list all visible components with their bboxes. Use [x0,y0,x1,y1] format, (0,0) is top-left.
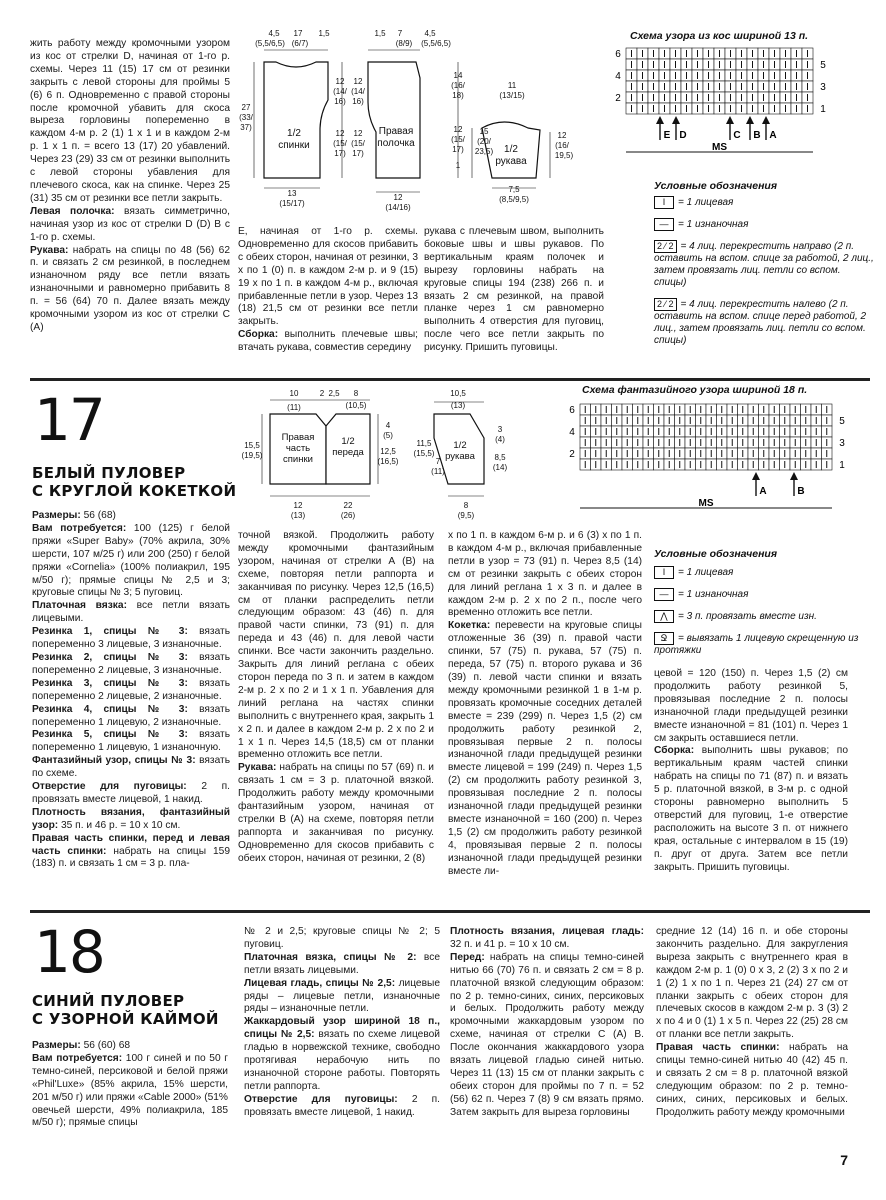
svg-text:12: 12 [453,125,463,134]
legend-row [654,298,874,347]
svg-text:1,5: 1,5 [374,29,386,38]
paragraph-heading: Размеры: [32,510,81,521]
svg-text:(8,5/9,5): (8,5/9,5) [499,195,529,204]
paragraph [656,926,848,1042]
paragraph-text: 2 п. провязать вместе лицевой, 1 накид. [244,1093,440,1118]
s16-col2 [238,226,418,355]
svg-text:19,5): 19,5) [554,151,574,160]
paragraph [238,762,434,865]
paragraph [244,978,440,1017]
svg-text:37): 37) [240,123,252,132]
chart-row-label: 5 [839,416,845,427]
paragraph-heading: Лицевая гладь, спицы № 2,5: [244,977,396,989]
paragraph-heading: Сборка: [654,745,695,757]
svg-text:(16/: (16/ [451,81,465,90]
chart-arrow-head [746,116,754,124]
chart-arrow-head [762,116,770,124]
s18-col4 [656,926,848,1120]
paragraph-heading: Плотность вязания, лицевая гладь: [450,926,644,937]
legend-text: = 1 лицевая [678,567,734,578]
paragraph-text: х по 1 п. в каждом 6-м р. и 6 (3) х по 1 п. в каждом 4-м р., включая прибавленные петли в узор = 73 (91) п. Через 8,5 (14) см от резинки закрыть с обеих сторон для линий реглана 1 х 3 п. и далее в каждом 2-м р. 2 х по 2 п., после чего временно отложить все петли. [448,530,642,619]
svg-text:(14/16): (14/16) [385,203,411,212]
paragraph-heading: Платочная вязка: [32,600,127,612]
legend-row [654,588,874,601]
paragraph [32,626,230,652]
svg-text:15,5: 15,5 [244,441,260,450]
paragraph [448,530,642,620]
s17-front-label-1: 1/2 [341,436,355,447]
paragraph-heading: Резинка 2, спицы № 3: [32,651,188,663]
svg-text:(19,5): (19,5) [241,451,263,460]
s17-chart [560,398,860,530]
svg-text:(20/: (20/ [477,137,491,146]
legend-text: = 4 лиц. перекрестить налево (2 п. оставить на вспом. спице перед работой, 2 лиц., затем провязать лиц. петли со вспом. спицы) [654,299,867,346]
chart-row-label: 1 [839,460,845,471]
paragraph [424,226,604,355]
paragraph [32,1040,228,1053]
svg-text:16): 16) [352,97,364,106]
legend-row [654,218,874,231]
s16-col1 [30,38,230,335]
paragraph-text: средние 12 (14) 16 п. и обе стороны закончить раздельно. Для закругления выреза закрыть с внутреннего края в каждом 2-м р. 1 (0) 0 х 3, 2 (2) 3 х по 2 и 1 (2) 1 х по 1 п. Через 21 (24) 27 см от планки закрыть с обеих сторон для плечевых скосов в каждом 2-м р. 3 (3) 2 х по 4 и 0 (1) 1 х 5 п. Через 22 (25) 28 см от планки все петли закрыть. [656,926,848,1041]
paragraph [32,600,230,626]
section-divider-2 [30,910,870,913]
section-divider-1 [30,378,870,381]
svg-text:2: 2 [319,389,325,398]
legend-row [654,566,874,579]
svg-text:17): 17) [334,149,346,158]
s17-front-label-2: переда [332,447,364,458]
s17-back-label-1: Правая [281,432,315,443]
paragraph-text: Е, начиная от 1-го р. схемы. Одновременно для скосов прибавить с обеих сторон, начиная от резинки, 3 х по 1 (0) п. в каждом 2-м р. и 9 (15) 19 х по 1 п. в каждом 4-м р., включая прибавленные петли в узор. Через 13 (18) 21,5 см от резинки все петли закрыть. [238,226,418,328]
legend-symbol: ⋀ [654,610,674,623]
paragraph [244,1094,440,1120]
chart-arrow-head [752,472,760,480]
legend-text: = 1 изнаночная [678,589,749,600]
svg-text:(11): (11) [287,403,301,412]
svg-text:(15/: (15/ [451,135,465,144]
paragraph-heading: Платочная вязка, спицы № 2: [244,951,417,963]
paragraph [32,729,230,755]
paragraph-text: набрать на спицы по 57 (69) п. и связать 1 см = 3 р. платочной вязкой. Продолжить работу между кромочными фантазийным узором, начиная от стрелки В (А) на схеме, повторяя петли раппорта и заканчивая по рисунку. Одновременно для скосов прибавить с обеих сторон, начиная от резинки, 2 (8) [238,762,434,864]
paragraph-text: 56 (60) 68 [80,1040,131,1051]
s17-col4 [654,668,848,875]
paragraph-text: точной вязкой. Продолжить работу между кромочными фантазийным узором, начиная от стрелки А (В) на схеме, повторяя петли раппорта и заканчивая по рисунку. Через 12,5 (16,5) см от планки распределить петли следующим образом: 43 (46) п. для правой части спинки, 73 (91) п. для переда и 43 (46) п. для левой части спинки. Все части закончить раздельно. Закрыть для линий реглана с обеих сторон передa по 3 п. и затем в каждом 2-м р. 2 х по 2 и 1 х 1 п. Убавления для линий реглана на частях спинки выполнить с внутреннего края, закрыть 1 х 2 п. и далее в каждом 2-м р. 2 х по 2 и 1 х 1 п. Через 14,5 (18,5) см от планки временно отложить все петли. [238,530,434,761]
svg-text:16): 16) [334,97,346,106]
paragraph [32,755,230,781]
legend-symbol: I [654,196,674,209]
svg-text:(8/9): (8/9) [395,39,413,48]
svg-text:(9,5): (9,5) [457,511,475,520]
paragraph-text: 35 п. и 46 р. = 10 х 10 см. [58,819,181,831]
svg-text:(5,5/6,5): (5,5/6,5) [421,39,451,48]
svg-text:17): 17) [352,149,364,158]
s18-col2 [244,926,440,1120]
paragraph [32,510,230,523]
svg-text:(4): (4) [495,435,505,444]
s16-chart [610,44,860,174]
chart-row-label: 2 [569,449,575,460]
paragraph [30,245,230,335]
svg-text:1,5: 1,5 [318,29,330,38]
paragraph-heading: Рукава: [30,244,69,256]
s16-back-label-2: спинки [278,140,310,151]
svg-text:12: 12 [393,193,403,202]
svg-text:(26): (26) [340,511,356,520]
paragraph-text: вязать симметрично, начиная узор из кос от стрелки D (D) B с 1-го р. схемы. [30,205,230,243]
s16-front-label-2: полочка [377,138,415,149]
paragraph [32,652,230,678]
legend-text: = 1 изнаночная [678,219,749,230]
s18-title-2: С УЗОРНОЙ КАЙМОЙ [32,1010,219,1028]
paragraph [238,329,418,355]
svg-text:1: 1 [455,161,461,170]
svg-text:8: 8 [463,501,469,510]
paragraph-text: вязать попеременно 1 лицевую, 2 изнаночные. [32,703,230,728]
legend-text: = вывязать 1 лицевую скрещенную из протяжки [654,633,859,656]
svg-text:8,5: 8,5 [494,453,506,462]
paragraph [32,678,230,704]
svg-text:7: 7 [397,29,403,38]
chart-row-label: 5 [820,60,826,71]
s16-sleeve-label-2: рукава [495,156,527,167]
paragraph-text: вязать попеременно 3 лицевые, 3 изнаночные. [32,626,230,651]
paragraph-text: цевой = 120 (150) п. Через 1,5 (2) см продолжить работу резинкой 5, провязывая последние 2 п. полосы изнаночной глади предыдущей резинки вместе изнаночной = 81 (101) п. Через 1 см закрыть оставшиеся петли. [654,668,848,744]
paragraph-text: все петли вязать лицевыми. [32,600,230,625]
paragraph-heading: Отверстие для пуговицы: [32,781,187,793]
paragraph-text: жить работу между кромочными узором из кос от стрелки D, начиная от 1-го р. схемы. Через 11 (15) 17 см от резинки закрыть с левой стороны для проймы 5 (6) 6 п. Одновременно с правой стороны после кромочной убавить для скоса выреза горловины попеременно в каждом 4-м р. 2 (1) 1 х 1 и в каждом 2-м р. 1 х 1 п. = всего 13 (17) 20 убавлений. Через 23 (29) 33 см от резинки выполнить с левой стороны убавления для плечевого скоса, как на спинке. Через 25 (31) 35 см от резинки все петли закрыть. [30,38,230,204]
chart-arrow-label: A [759,486,767,497]
paragraph [30,38,230,206]
svg-text:17: 17 [293,29,303,38]
paragraph-text: вязать попеременно 2 лицевые, 2 изнаночные. [32,677,230,702]
svg-text:12: 12 [335,129,345,138]
paragraph-text: все петли вязать лицевыми. [244,951,440,976]
paragraph [450,926,644,952]
chart-arrow-head [672,116,680,124]
paragraph [244,1016,440,1093]
legend-row [654,632,874,657]
svg-text:12: 12 [293,501,303,510]
svg-text:(6/7): (6/7) [291,39,309,48]
svg-text:7,5: 7,5 [508,185,520,194]
paragraph [32,781,230,807]
s17-legend-title: Условные обозначения [654,548,778,560]
s16-col3 [424,226,604,355]
svg-text:7: 7 [435,457,441,466]
svg-text:12: 12 [353,129,363,138]
svg-text:13: 13 [287,189,297,198]
chart-arrow-label: B [797,486,805,497]
paragraph [238,226,418,329]
paragraph [238,530,434,762]
paragraph-heading: Вам потребуется: [32,1052,123,1064]
svg-text:(15/: (15/ [351,139,365,148]
svg-text:3: 3 [497,425,503,434]
s16-chart-title: Схема узора из кос шириной 13 п. [630,30,809,42]
paragraph-text: лицевые ряды – лицевые петли, изнаночные ряды – изнаночные петли. [244,977,440,1015]
paragraph-heading: Правая часть спинки: [656,1042,780,1054]
chart-row-label: 4 [615,71,621,82]
paragraph [244,952,440,978]
legend-row [654,240,874,289]
s17-pattern-diagram [238,388,528,522]
paragraph-heading: Левая полочка: [30,205,115,217]
svg-text:27: 27 [241,103,251,112]
s17-title-2: С КРУГЛОЙ КОКЕТКОЙ [32,482,237,500]
paragraph-text: набрать на спицы по 48 (56) 62 п. и связать 2 см резинкой, в последнем изнаночном ряду все петли вязать изнаночными и равномерно прибавить 8 п. = 56 (64) 70 п. Далее вязать между кромочными узором из кос от стрелки С (А) [30,244,230,333]
svg-text:(16,5): (16,5) [377,457,399,466]
chart-ms-label: MS [712,142,727,153]
chart-arrow-label: D [679,130,687,141]
paragraph-heading: Резинка 4, спицы № 3: [32,703,188,715]
svg-text:2,5: 2,5 [328,389,340,398]
svg-text:(14/: (14/ [351,87,365,96]
svg-text:18): 18) [452,91,464,100]
svg-text:(5,5/6,5): (5,5/6,5) [255,39,285,48]
legend-symbol: I [654,566,674,579]
svg-text:15: 15 [479,127,489,136]
paragraph-heading: Резинка 1, спицы № 3: [32,626,188,638]
svg-text:(13): (13) [450,401,466,410]
s16-front-label-1: Правая [378,126,414,137]
chart-arrow-label: C [733,130,741,141]
s17-col3 [448,530,642,878]
svg-text:4: 4 [385,421,391,430]
paragraph-heading: Сборка: [238,329,279,341]
svg-text:12: 12 [353,77,363,86]
paragraph-text: набрать на спицы темно-синей нитью 66 (70) 76 п. и связать 2 см = 8 р. платочной вязкой следующим образом: по 2 р. темно-синих, синих, персиковых и белых. Продолжить работу между кромочными жаккардовым узором по схеме, начиная от стрелки С (А) В. После окончания жаккардового узора вязать лицевой гладью синей нитью. Через 11 (13) 15 см от планки закрыть с обеих сторон для проймы по 7 п. = 52 (56) 62 п. Через 7 (8) 9 см вязать прямо. Затем закрыть для выреза горловины [450,951,644,1118]
legend-text: = 1 лицевая [678,197,734,208]
s18-number: 18 [34,918,104,986]
chart-arrow-label: B [753,130,761,141]
legend-symbol: 2 ⁄ 2 [654,298,677,311]
svg-text:(13/15): (13/15) [499,91,525,100]
s18-col3 [450,926,644,1120]
paragraph [32,1053,228,1130]
svg-text:11: 11 [507,81,517,90]
paragraph [32,807,230,833]
svg-text:(33/: (33/ [239,113,253,122]
paragraph [654,668,848,745]
legend-row [654,610,874,623]
s16-legend-title: Условные обозначения [654,180,778,192]
paragraph-text: 100 г синей и по 50 г темно-синей, персиковой и белой пряжи «Phil'Luxe» (85% акрила, 15% шерсти, 201 м/50 г) или пряжи «Cable 2000» (51% овечьей шерсти, 49% полиакрила, 185 м/50 г); прямые спицы [32,1052,228,1129]
paragraph-heading: Жаккардовый узор шириной 18 п., спицы № 2,5: [244,1016,440,1041]
chart-row-label: 4 [569,427,575,438]
svg-text:14: 14 [453,71,463,80]
svg-text:12,5: 12,5 [380,447,396,456]
svg-text:(15,5): (15,5) [413,449,435,458]
legend-symbol: — [654,218,674,231]
paragraph-heading: Плотность вязания, фантазийный узор: [32,806,230,831]
paragraph-heading: Отверстие для пуговицы: [244,1093,398,1105]
paragraph-text: № 2 и 2,5; круговые спицы № 2; 5 пуговиц. [244,926,440,950]
svg-text:(14): (14) [492,463,508,472]
svg-text:(15/: (15/ [333,139,347,148]
s17-back-label-2: часть [285,443,311,454]
paragraph [32,523,230,600]
paragraph-heading: Фантазийный узор, спицы № 3: [32,755,196,767]
s17-col2 [238,530,434,866]
svg-text:8: 8 [353,389,359,398]
paragraph-text: вязать попеременно 1 лицевую, 1 изнаночную. [32,729,230,754]
chart-row-label: 6 [569,405,575,416]
svg-text:(11): (11) [431,467,445,476]
s17-chart-title: Схема фантазийного узора шириной 18 п. [582,384,808,396]
svg-text:(13): (13) [290,511,306,520]
chart-row-label: 3 [820,82,826,93]
s16-back-label-1: 1/2 [287,128,301,139]
paragraph-text: 32 п. и 41 р. = 10 х 10 см. [450,938,570,950]
paragraph-text: набрать на спицы 159 (183) п. и связать 1 см = 3 р. пла- [32,845,230,870]
legend-symbol: 2 ⁄ 2 [654,240,677,253]
svg-text:(5): (5) [383,431,393,440]
paragraph-heading: Резинка 3, спицы № 3: [32,677,188,689]
page-number: 7 [840,1152,848,1168]
legend-row [654,196,874,209]
chart-row-label: 2 [615,93,621,104]
paragraph-text: выполнить швы рукавов; по вертикальным краям частей спинки набрать на спицы по 71 (87) п. и вязать 5 р. платочной вязкой, в 3-м р. с одной стороны равномерно выполнить 5 отверстий для пуговиц, 1-е отверстие расположить на высоте 3 п. от нижнего края, остальные с интервалом в 15 (19) п. друг от друга. Затем все петли закрыть. Пришить пуговицы. [654,745,848,873]
paragraph [30,206,230,245]
s17-col1 [32,510,230,871]
paragraph-heading: Резинка 5, спицы № 3: [32,729,188,741]
s17-sleeve-label-1: 1/2 [453,440,467,451]
paragraph-text: вязать по схеме. [32,755,230,780]
chart-arrow-head [790,472,798,480]
paragraph [654,745,848,874]
paragraph-text: вязать по схеме лицевой гладью в норвежской технике, свободно протягивая нерабочую нить по изнаночной стороне работы. Повторять петли раппорта. [244,1029,440,1092]
paragraph-text: набрать на спицы темно-синей нитью 40 (42) 45 п. и связать 2 см = 8 р. платочной вязкой следующим образом: по 2 р. темно-синих, синих, персиковых и белых. Продолжить работу между кромочными [656,1042,848,1118]
legend-symbol: — [654,588,674,601]
svg-text:4,5: 4,5 [268,29,280,38]
chart-arrow-label: A [769,130,777,141]
paragraph [32,704,230,730]
legend-symbol: Ջ [654,632,674,645]
paragraph-heading: Перед: [450,951,485,963]
chart-arrow-label: E [663,130,671,141]
svg-text:(15/17): (15/17) [279,199,305,208]
chart-row-label: 6 [615,49,621,60]
s18-col1 [32,1040,228,1130]
svg-text:(16/: (16/ [555,141,569,150]
s17-back-label-3: спинки [283,454,313,465]
s16-pattern-diagram [236,28,606,214]
svg-text:(14/: (14/ [333,87,347,96]
chart-row-label: 1 [820,104,826,115]
paragraph-text: 56 (68) [80,510,116,521]
s17-number: 17 [34,386,104,454]
legend-text: = 4 лиц. перекрестить направо (2 п. оставить на вспом. спице за работой, 2 лиц., затем провязать лиц. петли со вспом. спицы) [654,241,874,288]
svg-text:10,5: 10,5 [450,389,466,398]
paragraph-text: перевести на круговые спицы отложенные 36 (39) п. правой части спинки, 57 (75) п. рукава, 57 (75) п. переда, 57 (75) п. второго рукава и 36 (39) п. левой части спинки и вязать между кромочными резинкой 1 в 1-м р. провязать кромочные соседних деталей вместе = 239 (299) п. Через 1,5 (2) см продолжить работу резинкой 2, провязывая первые 2 п. полосы изнаночной глади предыдущей резинки вместе лицевой = 199 (249) п. Через 1,5 (2) см продолжить работу резинкой 3, провязывая последние 2 п. полосы изнаночной глади предыдущей резинки вместе изнаночной = 160 (200) п. Через 1,5 (2) см продолжить работу резинкой 4, провязывая первые 2 п. полосы изнаночной глади предыдущей резинки вместе ли- [448,620,642,877]
svg-text:12: 12 [335,77,345,86]
paragraph-heading: Рукава: [238,762,277,774]
paragraph-heading: Вам потребуется: [32,522,127,534]
chart-arrow-head [726,116,734,124]
paragraph [32,833,230,872]
s16-sleeve-label-1: 1/2 [504,144,518,155]
svg-text:10: 10 [289,389,299,398]
svg-text:12: 12 [557,131,567,140]
svg-text:22: 22 [343,501,353,510]
paragraph-text: рукава с плечевым швом, выполнить боковые швы и швы рукавов. По вертикальным краям полочек и вырезу горловины набрать на круговые спицы 194 (238) 266 п. и вязать 2 см резинкой, на правой планке через 1 см равномерно выполнить 4 отверстия для пуговиц, после чего все петли закрыть по рисунку. Пришить пуговицы. [424,226,604,354]
paragraph-text: 100 (125) г белой пряжи «Super Baby» (70% акрила, 30% шерсти, 107 м/25 г) или 200 (250) г белой пряжи «Cornelia» (100% полиакрил, 195 м/50 г); прямые спицы № 2,5 и 3; круговые спицы № 3; 5 пуговиц. [32,522,230,599]
legend-text: = 3 п. провязать вместе изн. [678,611,817,622]
paragraph-heading: Размеры: [32,1040,81,1051]
s17-title-1: БЕЛЫЙ ПУЛОВЕР [32,464,186,482]
paragraph-text: 2 п. провязать вместе лицевой, 1 накид. [32,781,230,805]
paragraph-text: выполнить плечевые швы; втачать рукава, совместив середину [238,329,418,354]
paragraph-heading: Кокетка: [448,620,491,632]
svg-text:17): 17) [452,145,464,154]
svg-text:4,5: 4,5 [424,29,436,38]
chart-arrow-head [656,116,664,124]
svg-text:(10,5): (10,5) [345,401,367,410]
s17-sleeve-label-2: рукава [445,451,475,462]
paragraph [244,926,440,952]
svg-text:11,5: 11,5 [416,439,432,448]
paragraph-heading: Правая часть спинки, перед и левая часть спинки: [32,832,230,857]
s18-title-1: СИНИЙ ПУЛОВЕР [32,992,185,1010]
paragraph-text: вязать попеременно 2 лицевые, 3 изнаночные. [32,651,230,676]
paragraph [656,1042,848,1119]
svg-text:23,5): 23,5) [474,147,494,156]
paragraph [448,620,642,878]
paragraph [450,952,644,1120]
chart-ms-label: MS [698,498,714,509]
chart-row-label: 3 [839,438,845,449]
